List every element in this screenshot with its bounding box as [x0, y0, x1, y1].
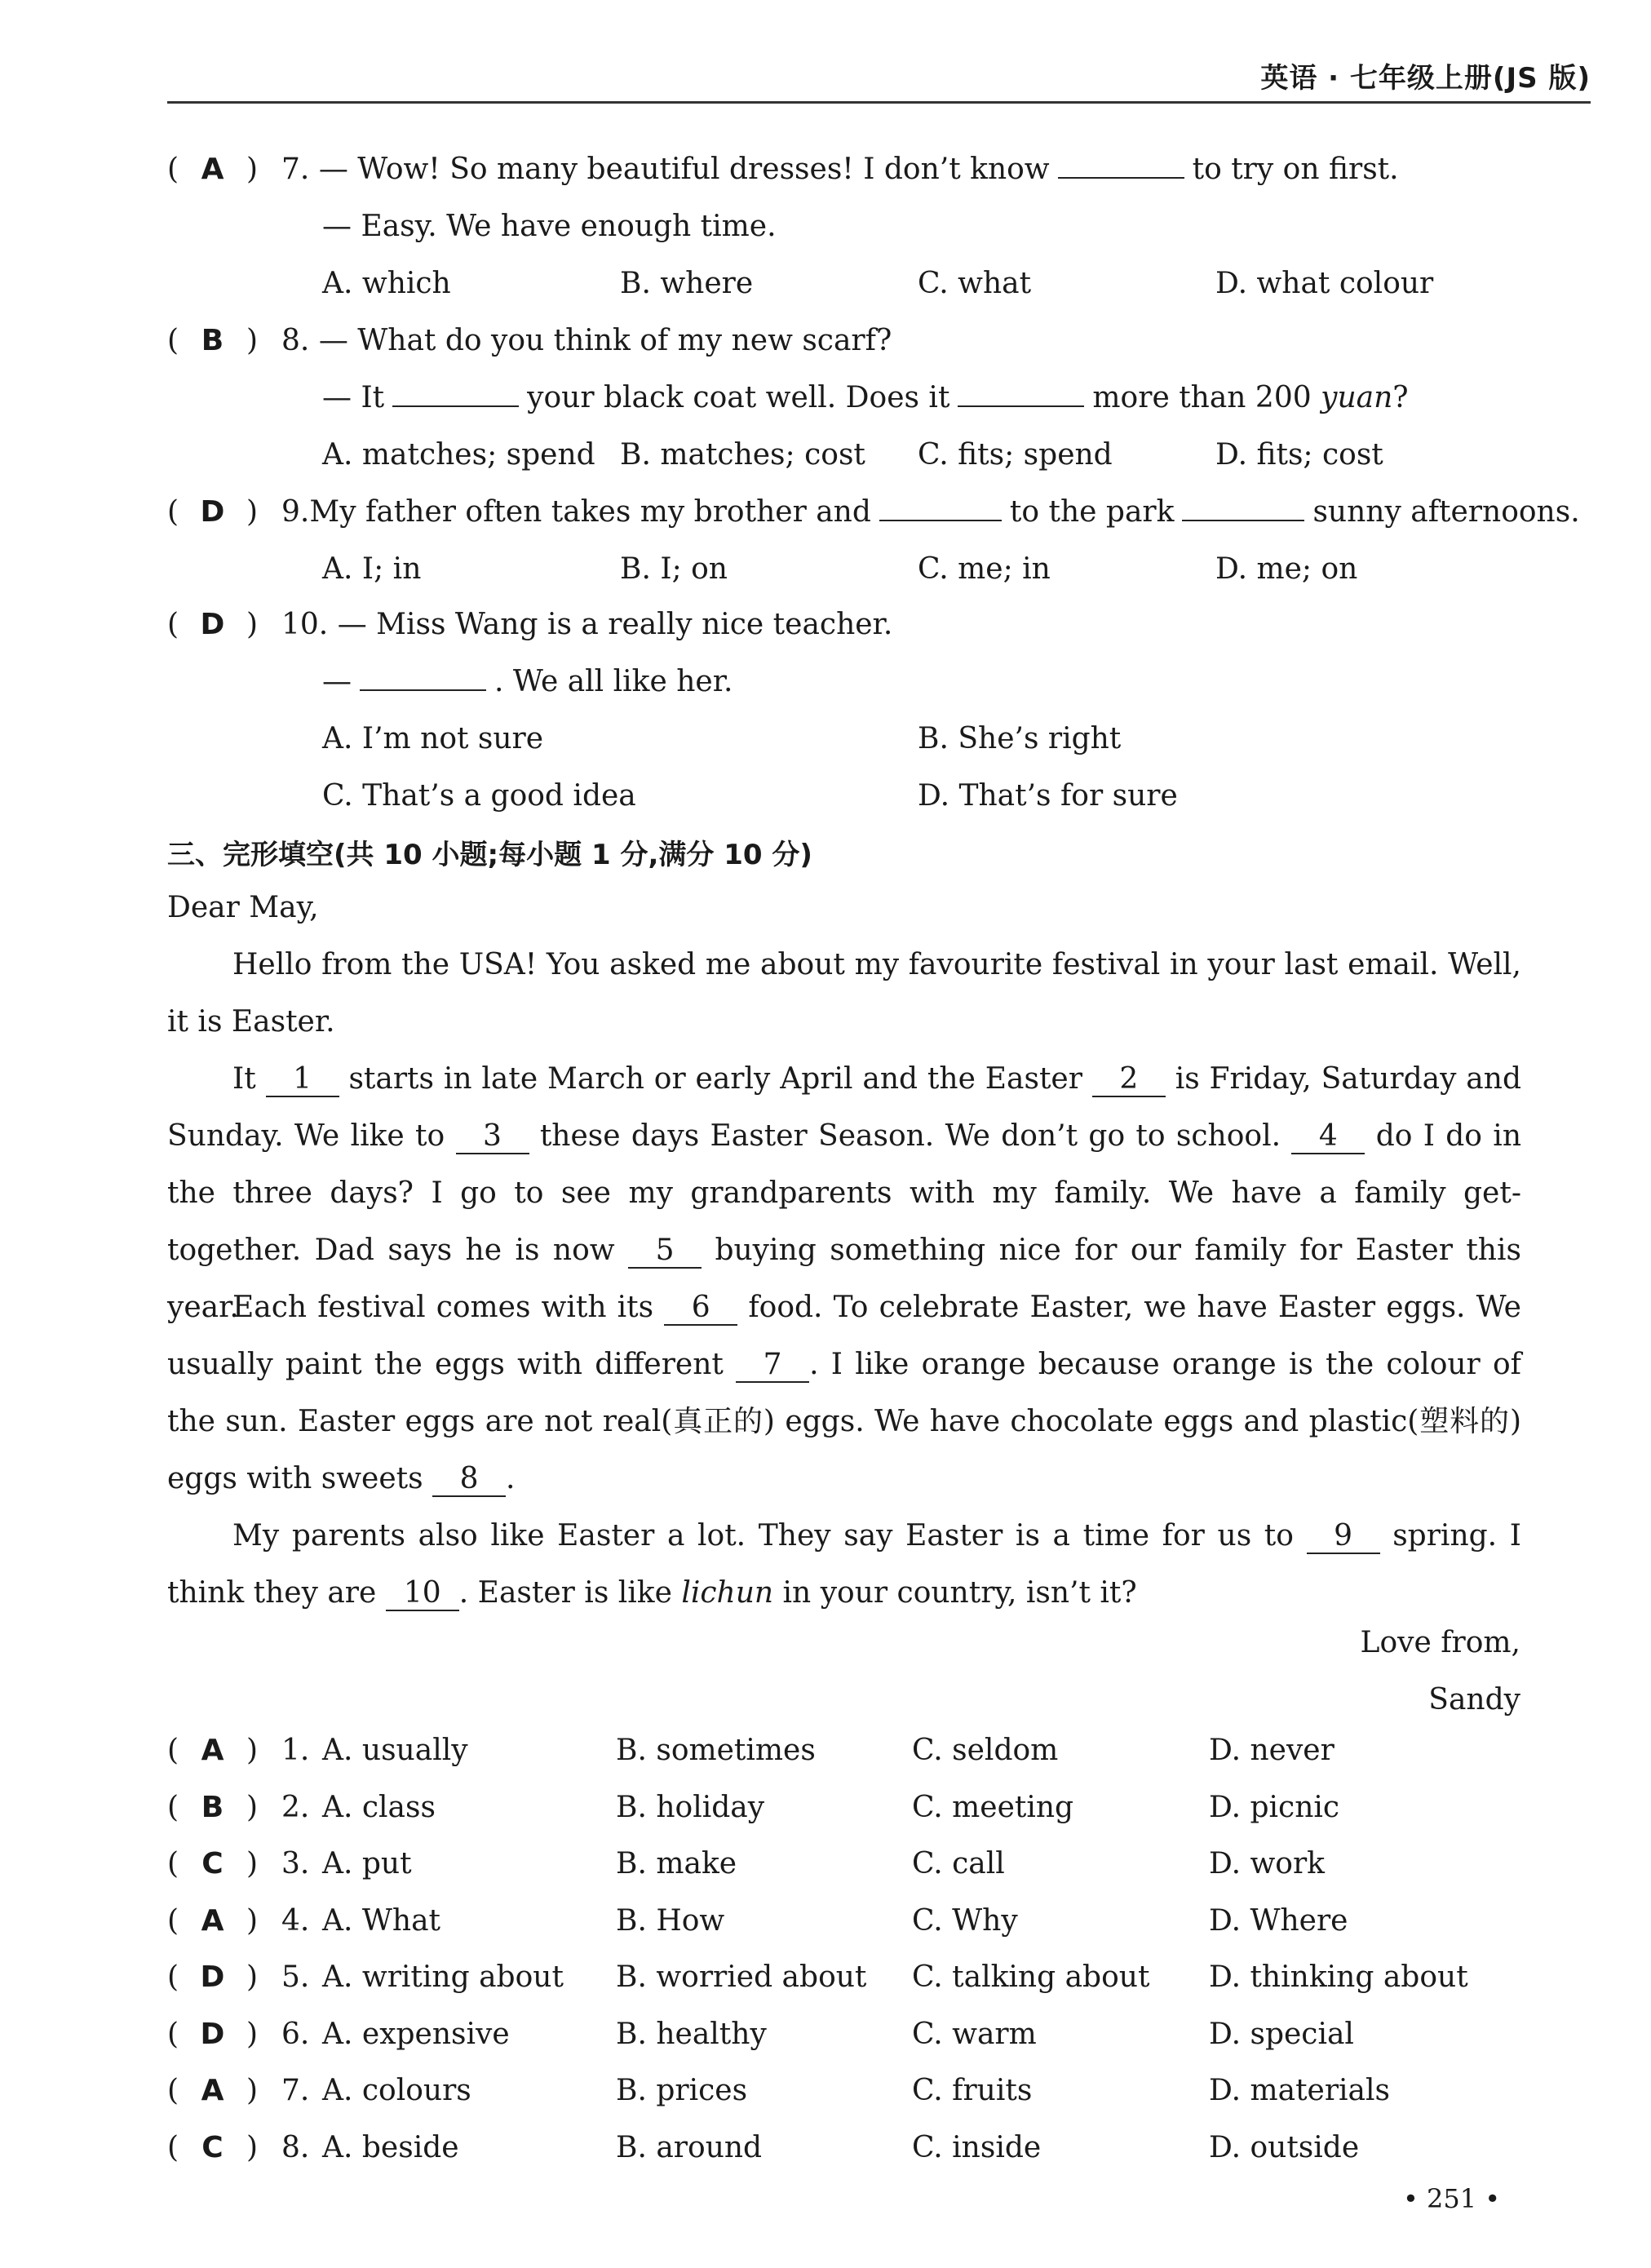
- option: D. That’s for sure: [918, 779, 1178, 813]
- cloze-question-2: ( B ) 2.: [167, 1791, 310, 1824]
- option: D. me; on: [1215, 552, 1358, 586]
- letter-paragraph-2: It 1 starts in late March or early April and the Easter 2 is Friday, Saturday and Sunday. We like to 3 these days Easter Season. We don’t go to school. 4 do I do in the three days? I go to see my grandparents with my family. We have a family get-together. Dad says he is now 5 buying something nice for our family for Easter this year.: [167, 1062, 1522, 1324]
- blank: [958, 381, 1084, 407]
- option: A. usually: [322, 1734, 468, 1767]
- cloze-question-1: ( A ) 1.: [167, 1734, 310, 1767]
- option: A. colours: [322, 2074, 471, 2107]
- option: C. call: [912, 1847, 1005, 1880]
- option: B. around: [616, 2131, 763, 2164]
- answer-mark: C: [201, 2131, 224, 2164]
- option: C. inside: [912, 2131, 1042, 2164]
- option: C. talking about: [912, 1960, 1150, 1994]
- answer-mark: C: [201, 1847, 224, 1880]
- cloze-question-5: ( D ) 5.: [167, 1960, 310, 1994]
- page-number: • 251 •: [1403, 2183, 1501, 2214]
- question-7-reply: — Easy. We have enough time.: [322, 210, 777, 243]
- answer-mark: D: [200, 495, 225, 529]
- option: D. never: [1209, 1734, 1335, 1767]
- blank: [392, 381, 519, 407]
- cloze-question-6: ( D ) 6.: [167, 2018, 310, 2051]
- option: D. outside: [1209, 2131, 1360, 2164]
- option: D. thinking about: [1209, 1960, 1468, 1994]
- option: D. fits; cost: [1215, 438, 1383, 472]
- cloze-blank-2: 2: [1092, 1063, 1166, 1097]
- cloze-blank-6: 6: [664, 1291, 737, 1326]
- option: A. I; in: [322, 552, 422, 586]
- cloze-blank-7: 7: [736, 1349, 809, 1383]
- letter-closing: Love from,: [1360, 1626, 1520, 1659]
- option: D. work: [1209, 1847, 1325, 1880]
- option: C. warm: [912, 2018, 1037, 2051]
- letter-paragraph-1: Hello from the USA! You asked me about my favourite festival in your last email. Well, it is Easter.: [167, 948, 1521, 1039]
- question-9: ( D ) 9.My father often takes my brother and to the park sunny afternoons.: [167, 495, 1580, 529]
- option: B. prices: [616, 2074, 748, 2107]
- option: B. How: [616, 1904, 725, 1938]
- option: A. matches; spend: [322, 438, 595, 472]
- question-7: ( A ) 7. — Wow! So many beautiful dresses! I don’t know to try on first.: [167, 153, 1399, 186]
- letter-paragraph-3: Each festival comes with its 6 food. To celebrate Easter, we have Easter eggs. We usually paint the eggs with different 7 . I like orange because orange is the colour of the sun. Easter eggs are not real(真正的) eggs. We have chocolate eggs and plastic(塑料的) eggs with sweets 8 .: [167, 1291, 1521, 1495]
- blank: [360, 665, 486, 691]
- option: B. holiday: [616, 1791, 765, 1824]
- option: C. what: [918, 267, 1032, 300]
- option: C. seldom: [912, 1734, 1059, 1767]
- answer-mark: B: [201, 1791, 224, 1824]
- header-divider: [167, 101, 1591, 104]
- option: B. make: [616, 1847, 737, 1880]
- option: D. Where: [1209, 1904, 1348, 1938]
- answer-mark: D: [200, 1960, 225, 1994]
- question-8: ( B ) 8. — What do you think of my new scarf?: [167, 324, 892, 357]
- option: C. Why: [912, 1904, 1018, 1938]
- answer-mark: B: [201, 324, 224, 357]
- option: B. healthy: [616, 2018, 767, 2051]
- section-title: 三、完形填空(共 10 小题;每小题 1 分,满分 10 分): [167, 839, 812, 871]
- cloze-question-4: ( A ) 4.: [167, 1904, 310, 1938]
- cloze-question-3: ( C ) 3.: [167, 1847, 310, 1880]
- option: B. matches; cost: [620, 438, 865, 472]
- option: C. me; in: [918, 552, 1051, 586]
- question-8-reply: — It your black coat well. Does it more than 200 yuan?: [322, 381, 1409, 414]
- option: A. expensive: [322, 2018, 510, 2051]
- blank: [1058, 153, 1184, 179]
- option: A. class: [322, 1791, 436, 1824]
- option: B. sometimes: [616, 1734, 816, 1767]
- book-title: 英语 · 七年级上册(JS 版): [1260, 61, 1591, 95]
- answer-mark: A: [201, 153, 224, 186]
- cloze-question-8: ( C ) 8.: [167, 2131, 310, 2164]
- option: A. writing about: [322, 1960, 564, 1994]
- answer-mark: D: [200, 2018, 225, 2051]
- cloze-question-7: ( A ) 7.: [167, 2074, 310, 2107]
- cloze-blank-9: 9: [1307, 1520, 1380, 1554]
- option: B. where: [620, 267, 754, 300]
- cloze-blank-5: 5: [628, 1234, 702, 1269]
- option: C. fits; spend: [918, 438, 1113, 472]
- option: A. What: [322, 1904, 441, 1938]
- cloze-blank-8: 8: [432, 1463, 506, 1497]
- option: D. special: [1209, 2018, 1354, 2051]
- option: C. meeting: [912, 1791, 1074, 1824]
- option: D. what colour: [1215, 267, 1434, 300]
- answer-mark: A: [201, 1904, 224, 1938]
- option: D. picnic: [1209, 1791, 1340, 1824]
- letter-greeting: Dear May,: [167, 891, 319, 924]
- blank: [879, 495, 1002, 521]
- option: A. put: [322, 1847, 412, 1880]
- answer-mark: D: [200, 608, 225, 641]
- option: B. worried about: [616, 1960, 867, 1994]
- question-10: ( D ) 10. — Miss Wang is a really nice teacher.: [167, 608, 893, 641]
- answer-mark: A: [201, 2074, 224, 2107]
- question-10-reply: — . We all like her.: [322, 665, 733, 698]
- cloze-blank-1: 1: [266, 1063, 339, 1097]
- cloze-blank-3: 3: [456, 1120, 529, 1154]
- option: B. She’s right: [918, 722, 1122, 755]
- letter-paragraph-4: My parents also like Easter a lot. They say Easter is a time for us to 9 spring. I think they are 10 . Easter is like lichun in your country, isn’t it?: [167, 1519, 1521, 1610]
- answer-mark: A: [201, 1734, 224, 1767]
- option: C. That’s a good idea: [322, 779, 636, 813]
- letter-signature: Sandy: [1428, 1683, 1520, 1717]
- option: C. fruits: [912, 2074, 1033, 2107]
- page-header: [0, 51, 1591, 100]
- option: A. I’m not sure: [322, 722, 544, 755]
- cloze-blank-4: 4: [1291, 1120, 1365, 1154]
- blank: [1182, 495, 1304, 521]
- option: D. materials: [1209, 2074, 1391, 2107]
- option: B. I; on: [620, 552, 728, 586]
- option: A. beside: [322, 2131, 459, 2164]
- option: A. which: [322, 267, 451, 300]
- cloze-blank-10: 10: [386, 1577, 459, 1611]
